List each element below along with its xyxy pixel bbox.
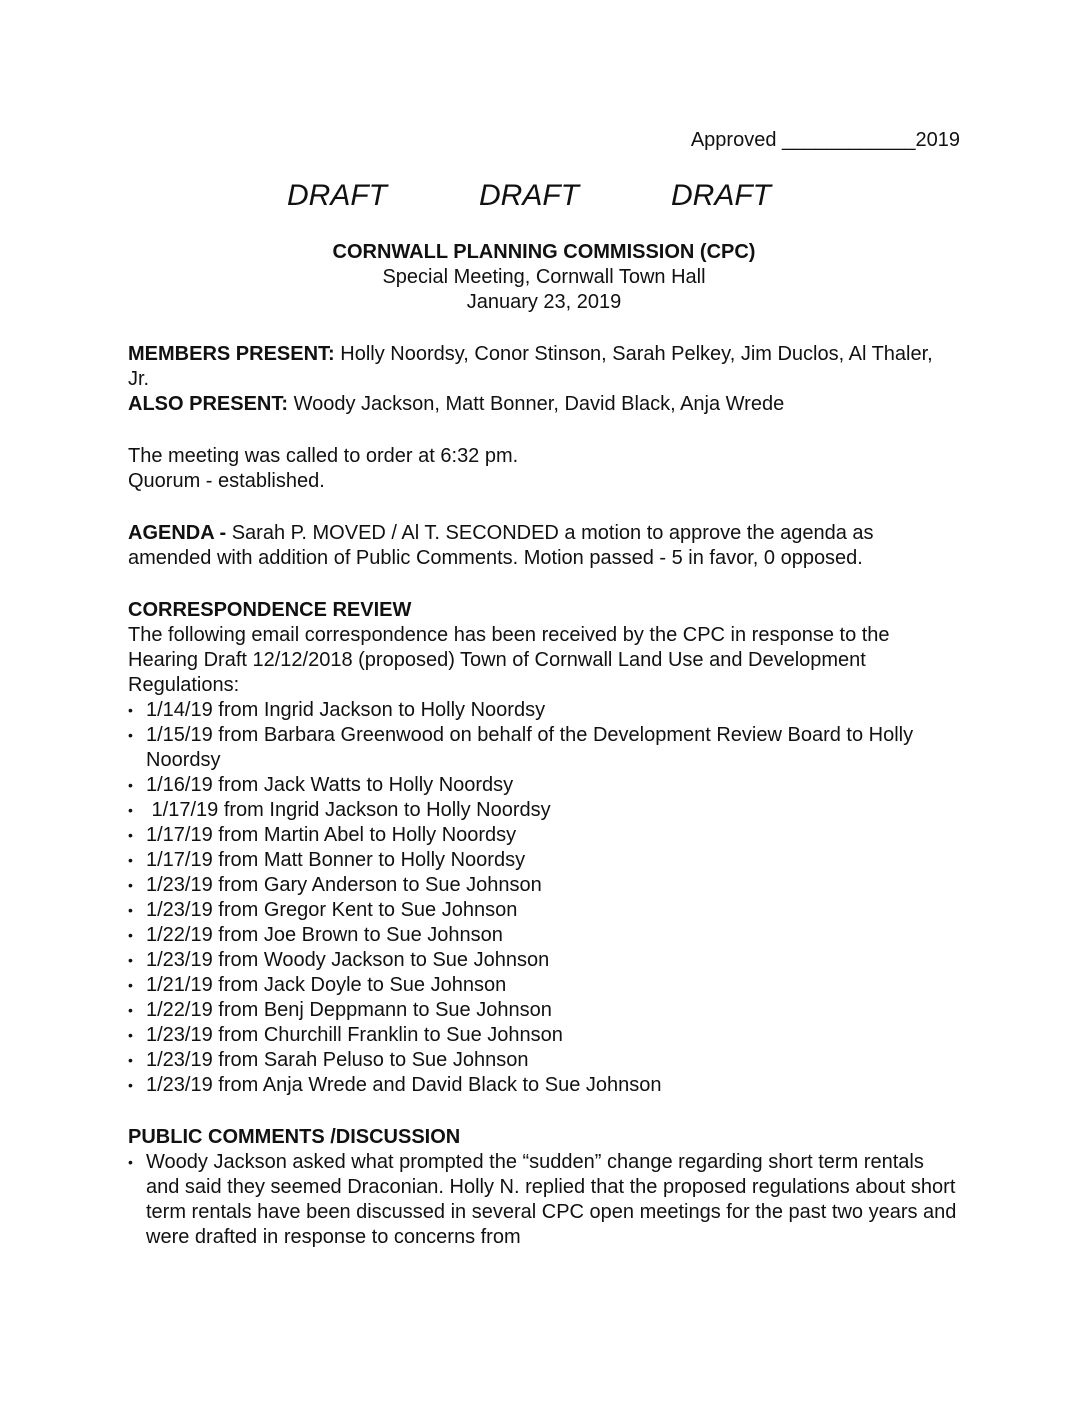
organization-title: CORNWALL PLANNING COMMISSION (CPC): [332, 241, 756, 263]
correspondence-list: [128, 698, 958, 1098]
spacer: [128, 417, 958, 444]
agenda-text: Sarah P. MOVED / Al T. SECONDED a motion to approve the agenda as amended with addition of Public Comments. Motion passed - 5 in favor, 0 opposed.: [128, 522, 874, 569]
also-present: [128, 392, 958, 417]
correspondence-title: CORRESPONDENCE REVIEW: [128, 599, 412, 621]
approved-blank: ____________: [782, 129, 916, 151]
public-comments-list: [128, 1150, 958, 1250]
also-present-label: ALSO PRESENT:: [128, 393, 289, 415]
list-item: • 1/23/19 from Sarah Peluso to Sue Johnson: [128, 1048, 958, 1073]
also-present-text: Woody Jackson, Matt Bonner, David Black, Anja Wrede: [293, 393, 785, 415]
list-item: • 1/23/19 from Woody Jackson to Sue Johnson: [128, 948, 958, 973]
minutes-body: [128, 342, 958, 1250]
quorum: Quorum - established.: [128, 470, 325, 492]
list-item: • 1/14/19 from Ingrid Jackson to Holly Noordsy: [128, 698, 958, 723]
list-item: • 1/22/19 from Joe Brown to Sue Johnson: [128, 923, 958, 948]
spacer: [128, 1098, 958, 1125]
list-item: • 1/23/19 from Churchill Franklin to Sue Johnson: [128, 1023, 958, 1048]
draft-watermarks: [287, 178, 863, 214]
list-item: • 1/15/19 from Barbara Greenwood on behalf of the Development Review Board to Holly Noordsy: [128, 723, 958, 773]
meeting-type: Special Meeting, Cornwall Town Hall: [382, 266, 706, 288]
called-to-order: The meeting was called to order at 6:32 pm.: [128, 445, 519, 467]
list-item: • 1/22/19 from Benj Deppmann to Sue Johnson: [128, 998, 958, 1023]
correspondence-intro: The following email correspondence has been received by the CPC in response to the Hearing Draft 12/12/2018 (proposed) Town of Cornwall Land Use and Development Regulations:: [128, 624, 890, 696]
members-present-label: MEMBERS PRESENT:: [128, 343, 335, 365]
approval-line: [691, 128, 960, 153]
list-item: • 1/17/19 from Matt Bonner to Holly Noordsy: [128, 848, 958, 873]
spacer: [128, 494, 958, 521]
public-comments-title: PUBLIC COMMENTS /DISCUSSION: [128, 1126, 461, 1148]
list-item: • 1/23/19 from Gregor Kent to Sue Johnson: [128, 898, 958, 923]
draft-mark: DRAFT: [287, 179, 387, 212]
list-item: • 1/23/19 from Anja Wrede and David Black to Sue Johnson: [128, 1073, 958, 1098]
list-item: • 1/17/19 from Ingrid Jackson to Holly Noordsy: [128, 798, 958, 823]
members-present-text: Holly Noordsy, Conor Stinson, Sarah Pelkey, Jim Duclos, Al Thaler, Jr.: [128, 343, 933, 390]
document-heading: [0, 240, 1088, 315]
list-item: • Woody Jackson asked what prompted the “sudden” change regarding short term rentals and said they seemed Draconian. Holly N. replied that the proposed regulations about short term rentals have been discussed in several CPC open meetings for the past two years and were drafted in response to concerns from: [128, 1150, 958, 1250]
spacer: [128, 571, 958, 598]
meeting-date: January 23, 2019: [466, 291, 622, 313]
list-item: • 1/17/19 from Martin Abel to Holly Noordsy: [128, 823, 958, 848]
list-item: • 1/16/19 from Jack Watts to Holly Noordsy: [128, 773, 958, 798]
agenda-label: AGENDA -: [128, 522, 227, 544]
approved-year: 2019: [915, 129, 960, 151]
list-item: • 1/21/19 from Jack Doyle to Sue Johnson: [128, 973, 958, 998]
draft-mark: DRAFT: [479, 179, 579, 212]
draft-mark: DRAFT: [671, 179, 771, 212]
list-item: • 1/23/19 from Gary Anderson to Sue Johnson: [128, 873, 958, 898]
approved-label: Approved: [690, 129, 777, 151]
agenda-section: [128, 521, 958, 571]
members-present: [128, 342, 958, 392]
